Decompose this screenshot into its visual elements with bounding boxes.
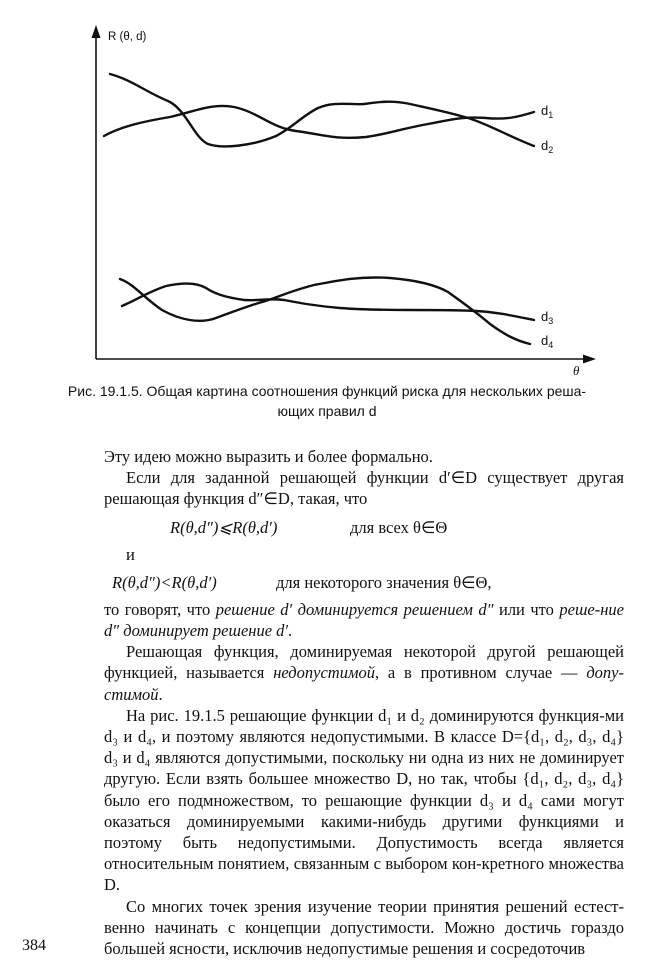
paragraph-4: [104, 641, 624, 705]
axes: [96, 36, 585, 359]
paragraph-1: Эту идею можно выразить и более формально.: [104, 447, 433, 466]
y-axis-arrow: [92, 25, 101, 38]
label-d1: $d_1$: [541, 103, 554, 120]
para4-italic-d: допу-стимой: [104, 663, 624, 704]
body-text: [104, 446, 624, 959]
para3-text-c: или что: [493, 599, 560, 619]
formula-2: [104, 570, 624, 596]
para4-text-c: , а в противном случае —: [374, 663, 587, 683]
caption-line-2: ющих правил d: [277, 403, 377, 419]
curve-d3: [122, 284, 534, 320]
x-axis-arrow: [583, 355, 596, 364]
formula-1: [104, 515, 624, 541]
page-number: 384: [22, 937, 46, 954]
y-axis-label: R (θ, d): [108, 31, 147, 43]
curve-labels: [541, 103, 553, 350]
figure-caption: [22, 381, 632, 421]
para4-text-a: Решающая функция, доминируемая некоторой другой решающей функцией, называется: [104, 642, 624, 683]
curve-d1: [104, 106, 534, 138]
x-axis-label: θ: [573, 363, 580, 375]
paragraph-6: Со многих точек зрения изучение теории принятия решений естест-венно начинать с концепции допустимости. Можно достичь гораздо большей ясности, исключив недопустимые решения и сосредоточив: [104, 896, 624, 959]
paragraph-2: Если для заданной решающей функции d′∈D существует другая решающая функция d″∈D, такая, что: [104, 468, 624, 509]
label-d4: $d_4$: [541, 333, 554, 350]
para3-text-a: то говорят, что: [104, 599, 216, 619]
risk-curves: [104, 74, 534, 344]
para3-italic-d: реше-ние d″ доминирует решение d′: [104, 599, 624, 641]
para3-italic-b: решение d′ доминируется решением d″: [215, 599, 494, 619]
label-d2: $d_2$: [541, 138, 554, 155]
caption-line-1: Рис. 19.1.5. Общая картина соотношения функций риска для нескольких реша-: [67, 383, 587, 399]
label-d3: $d_3$: [541, 309, 554, 326]
para4-text-e: .: [158, 684, 163, 704]
formula-2-expression: R(θ,d″)<R(θ,d′): [112, 572, 217, 592]
para3-text-e: .: [288, 621, 293, 641]
formula-1-condition: для всех θ∈Θ: [350, 517, 448, 537]
formula-1-expression: R(θ,d″)⩽R(θ,d′): [170, 517, 278, 537]
para4-italic-b: недопустимой: [273, 663, 375, 683]
paragraph-5: На рис. 19.1.5 решающие функции d₁ и d₂ доминируются функция-ми d₃ и d₄, и поэтому являются недопустимыми. В классе D={d₁, d₂, d₃, d₄} d₃ и d₄ являются допустимыми, поскольку ни одна из них не доминирует другую. Если взять большее множество D, но так, чтобы {d₁, d₂, d₃, d₄} было его подмножеством, то решающие функции d₃ и d₄ сами могут оказаться доминируемыми какими-нибудь другими функциями и поэтому быть недопустимыми. Допустимость всегда является относительным понятием, связанным с выбором кон-кретного множества D.: [104, 705, 624, 895]
paragraph-3: [104, 599, 624, 641]
conjunction: и: [126, 544, 135, 564]
formula-2-condition: для некоторого значения θ∈Θ,: [276, 572, 492, 592]
risk-functions-figure: [0, 0, 650, 375]
